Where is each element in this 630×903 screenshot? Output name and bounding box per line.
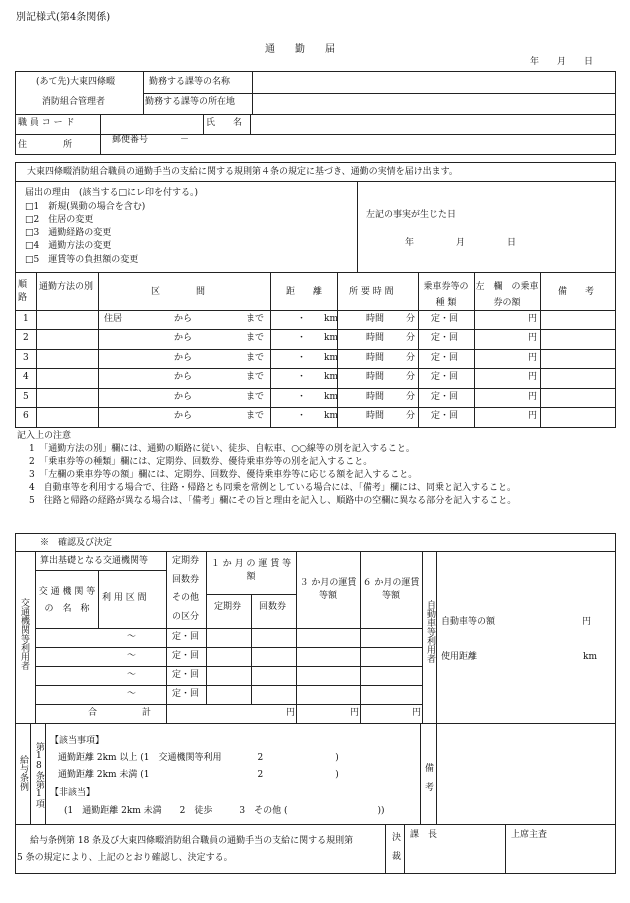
fact-day: 日 [507, 238, 517, 248]
time-header: 所 要 時 間 [349, 287, 394, 297]
route-distance-dot: ・ [297, 372, 307, 382]
fare-section-tilde: ～ [127, 632, 137, 642]
route-distance-dot: ・ [297, 333, 307, 343]
distance-header: 距 離 [286, 287, 323, 297]
fare-ticket-type: 定・回 [172, 689, 200, 699]
route-to: まで [246, 372, 265, 382]
route-distance-km: km [324, 314, 338, 324]
route-from: から [174, 392, 193, 402]
not-applicable-title: 【非該当】 [50, 788, 96, 798]
route-from: から [174, 353, 193, 363]
route-distance-km: km [324, 372, 338, 382]
route-minutes: 分 [406, 411, 416, 421]
distance-used-label: 使用距離 [441, 652, 478, 662]
salary-ordinance-label: 給与条例 [18, 755, 28, 791]
article-number-label: 第18条第1項 [33, 742, 44, 808]
postal-dash: － [180, 135, 190, 145]
route-to: まで [246, 411, 265, 421]
route-minutes: 分 [406, 353, 416, 363]
basis-header: 算出基礎となる交通機関等 [40, 556, 149, 566]
method-header: 通勤方法の別 [39, 282, 94, 292]
route-yen: 円 [528, 372, 538, 382]
addressee-line-2: 消防組合管理者 [42, 97, 106, 107]
org-name-header: 交 通 機 関 等 の 名 称 [38, 587, 96, 614]
submission-date: 年 月 日 [530, 57, 594, 67]
route-minutes: 分 [406, 372, 416, 382]
note-3: 3 「左欄の乗車券等の額」欄には、定期券、回数券、優待乗車券等に応じる額を記入すること。 [29, 470, 418, 480]
decision-text-2: 5 条の規定により、上記のとおり確認し、決定する。 [17, 853, 233, 863]
fact-month: 月 [456, 238, 466, 248]
staff-code-label: 職 員 コ ー ド [18, 118, 75, 128]
total-yen-2: 円 [350, 708, 360, 718]
fare-section-tilde: ～ [127, 651, 137, 661]
route-origin: 住居 [104, 314, 123, 324]
route-yen: 円 [528, 411, 538, 421]
route-yen: 円 [528, 392, 538, 402]
route-ticket-type: 定・回 [431, 372, 459, 382]
confirmation-title: ※ 確認及び決定 [40, 538, 113, 548]
route-row-number: 5 [23, 392, 29, 402]
fare-section-tilde: ～ [127, 670, 137, 680]
applicable-item-1: 通勤距離 2km 以上 (1 交通機関等利用 2 ) [58, 753, 339, 763]
article-remarks-label: 備考 [423, 763, 433, 801]
route-yen: 円 [528, 353, 538, 363]
fact-date-label: 左記の事実が生じた日 [366, 210, 457, 220]
note-5: 5 往路と帰路の経路が異なる場合は、「備考」欄にその旨と理由を記入し、順路中の空欄に異なる部分を記入すること。 [29, 496, 517, 506]
route-row-number: 1 [23, 314, 29, 324]
addressee-line-1: (あて先)大東四條畷 [36, 77, 116, 87]
decision-text-1: 給与条例第 18 条及び大東四條畷消防組合職員の通勤手当の支給に関する規則第 [30, 836, 354, 846]
route-ticket-type: 定・回 [431, 411, 459, 421]
postal-code-label: 郵便番号 [112, 135, 149, 145]
fare-ticket-type: 定・回 [172, 632, 200, 642]
remarks-header: 備 考 [558, 287, 595, 297]
route-hours: 時間 [366, 333, 385, 343]
route-distance-dot: ・ [297, 392, 307, 402]
ticket-header: 乗車券等の 種 類 [423, 282, 469, 308]
notes-title: 記入上の注意 [17, 431, 72, 441]
reason-item-3[interactable]: □3 通勤経路の変更 [25, 228, 112, 238]
ticket-type-4: の区分 [172, 612, 200, 622]
commuter-pass-header: 定期券 [214, 602, 242, 612]
order-header: 順路 [18, 280, 28, 303]
route-yen: 円 [528, 314, 538, 324]
address-label: 住 所 [18, 140, 73, 150]
note-4: 4 自動車等を利用する場合で、往路・帰路とも同乗を常例としている場合には、「備考」欄には、同乗と記入すること。 [29, 483, 517, 493]
total-yen-3: 円 [412, 708, 422, 718]
reason-item-5[interactable]: □5 運賃等の負担額の変更 [25, 255, 139, 265]
not-applicable-items: (1 通勤距離 2km 未満 2 徒歩 3 その他 ( )) [64, 806, 385, 816]
decision-label: 決裁 [390, 832, 400, 870]
route-minutes: 分 [406, 392, 416, 402]
note-1: 1 「通勤方法の別」欄には、通勤の順路に従い、徒歩、自転車、○○線等の別を記入すること。 [29, 444, 415, 454]
reason-title: 届出の理由 (該当する□にレ印を付する。) [25, 188, 199, 198]
route-ticket-type: 定・回 [431, 353, 459, 363]
six-month-header: ６ か月の運賃等額 [362, 578, 420, 601]
senior-chief-label: 上席主査 [511, 830, 548, 840]
route-row-number: 2 [23, 333, 29, 343]
ticket-type-1: 定期券 [172, 556, 200, 566]
statement-text: 大東四條畷消防組合職員の通勤手当の支給に関する規則第４条の規定に基づき、通勤の実情を届け出ます。 [27, 167, 458, 177]
route-distance-km: km [324, 411, 338, 421]
form-label: 別記様式(第4条関係) [16, 12, 111, 23]
monthly-fare-header: １ か 月 の 運 賃 等 額 [210, 559, 292, 582]
three-month-header: ３ か月の運賃等額 [299, 578, 357, 601]
ticket-type-3: その他 [172, 593, 200, 603]
burden-header: 左 欄 の乗車券の額 [475, 282, 539, 308]
route-hours: 時間 [366, 372, 385, 382]
route-distance-km: km [324, 353, 338, 363]
route-from: から [174, 314, 193, 324]
route-to: まで [246, 392, 265, 402]
route-ticket-type: 定・回 [431, 314, 459, 324]
route-minutes: 分 [406, 314, 416, 324]
car-amount-label: 自動車等の額 [441, 617, 496, 627]
total-label: 合 計 [88, 708, 152, 718]
distance-km: km [583, 652, 597, 662]
route-to: まで [246, 333, 265, 343]
dept-address-label: 勤務する課等の所在地 [145, 97, 236, 107]
dept-name-label: 勤務する課等の名称 [149, 77, 231, 87]
route-row-number: 4 [23, 372, 29, 382]
fare-section-tilde: ～ [127, 689, 137, 699]
car-amount-yen: 円 [582, 617, 592, 627]
route-from: から [174, 333, 193, 343]
total-yen-1: 円 [286, 708, 296, 718]
route-hours: 時間 [366, 392, 385, 402]
route-hours: 時間 [366, 314, 385, 324]
car-user-label: 自動車等利用者 [425, 600, 435, 663]
fare-ticket-type: 定・回 [172, 651, 200, 661]
public-transport-label: 交通機関等利用者 [19, 598, 29, 670]
note-2: 2 「乗車券等の種類」欄には、定期券、回数券、優待乗車券等の別を記入すること。 [29, 457, 373, 467]
applicable-title: 【該当事項】 [50, 736, 105, 746]
route-ticket-type: 定・回 [431, 392, 459, 402]
route-distance-dot: ・ [297, 314, 307, 324]
ticket-type-2: 回数券 [172, 575, 200, 585]
route-hours: 時間 [366, 411, 385, 421]
route-from: から [174, 372, 193, 382]
route-yen: 円 [528, 333, 538, 343]
route-ticket-type: 定・回 [431, 333, 459, 343]
route-distance-km: km [324, 333, 338, 343]
route-distance-km: km [324, 392, 338, 402]
coupon-header: 回数券 [259, 602, 287, 612]
reason-item-1[interactable]: □1 新規(異動の場合を含む) [25, 202, 146, 212]
route-hours: 時間 [366, 353, 385, 363]
section-chief-label: 課 長 [410, 830, 438, 840]
page-title: 通 勤 届 [265, 44, 335, 55]
route-from: から [174, 411, 193, 421]
route-row-number: 6 [23, 411, 29, 421]
fare-ticket-type: 定・回 [172, 670, 200, 680]
section-col-header: 利 用 区 間 [102, 593, 147, 603]
route-row-number: 3 [23, 353, 29, 363]
reason-item-2[interactable]: □2 住居の変更 [25, 215, 94, 225]
route-distance-dot: ・ [297, 353, 307, 363]
reason-item-4[interactable]: □4 通勤方法の変更 [25, 241, 112, 251]
fact-year: 年 [405, 238, 415, 248]
route-to: まで [246, 314, 265, 324]
route-minutes: 分 [406, 333, 416, 343]
route-to: まで [246, 353, 265, 363]
applicable-item-2: 通勤距離 2km 未満 (1 2 ) [58, 770, 339, 780]
section-header: 区 間 [151, 287, 206, 297]
name-label: 氏 名 [206, 118, 243, 128]
route-distance-dot: ・ [297, 411, 307, 421]
